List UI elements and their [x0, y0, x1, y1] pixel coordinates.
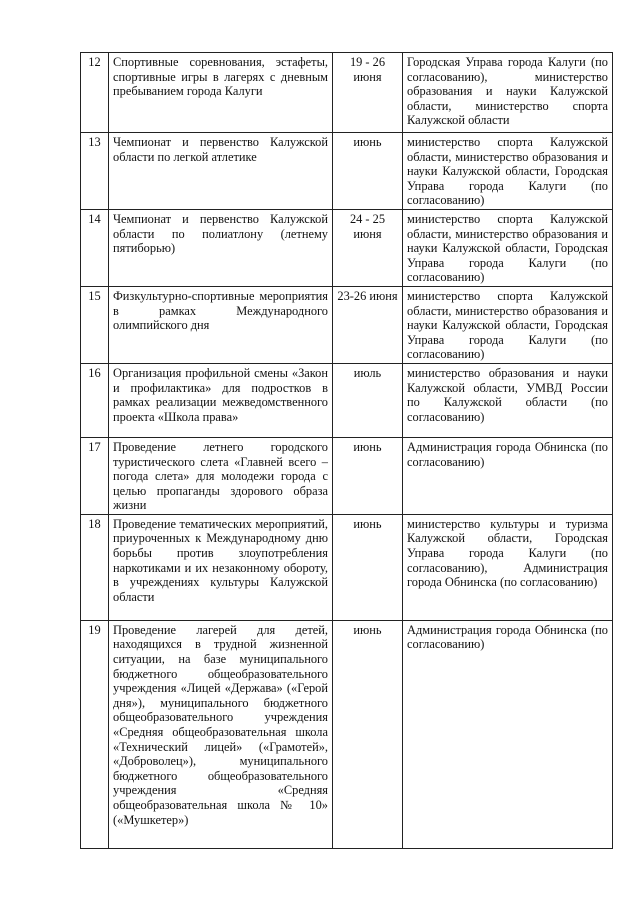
event-title: Проведение летнего городского туристического слета «Главней всего – погода слета» для молодежи города с целью пропаганды здорового образа жизни [109, 437, 333, 514]
event-date: июнь [333, 437, 403, 514]
event-organizers: министерство образования и науки Калужской области, УМВД России по Калужской области (по согласованию) [403, 363, 613, 437]
event-title: Проведение тематических мероприятий, приуроченных к Международному дню борьбы против злоупотребления наркотиками и их незаконному обороту, в учреждениях культуры Калужской области [109, 514, 333, 620]
table-row [81, 620, 613, 848]
event-date: 19 - 26 июня [333, 53, 403, 133]
event-title: Чемпионат и первенство Калужской области по легкой атлетике [109, 133, 333, 210]
row-number: 15 [81, 286, 109, 363]
events-table [80, 52, 613, 849]
table-row [81, 133, 613, 210]
table-row [81, 53, 613, 133]
table-row [81, 209, 613, 286]
row-number: 12 [81, 53, 109, 133]
row-number: 16 [81, 363, 109, 437]
event-date: июнь [333, 133, 403, 210]
event-date: июль [333, 363, 403, 437]
event-organizers: министерство спорта Калужской области, министерство образования и науки Калужской области, Городская Управа города Калуги (по согласованию) [403, 133, 613, 210]
row-number: 18 [81, 514, 109, 620]
row-number: 13 [81, 133, 109, 210]
table-row [81, 363, 613, 437]
event-date: июнь [333, 620, 403, 848]
event-title: Проведение лагерей для детей, находящихся в трудной жизненной ситуации, на базе муниципального бюджетного общеобразовательного учреждения «Лицей «Держава» («Герой дня»), муниципального бюджетного общеобразовательного учреждения «Средняя общеобразовательная школа «Технический лицей» («Грамотей», «Доброволец»), муниципального бюджетного общеобразовательного учреждения «Средняя общеобразовательная школа № 10» («Мушкетер») [109, 620, 333, 848]
event-date: 23-26 июня [333, 286, 403, 363]
event-organizers: Городская Управа города Калуги (по согласованию), министерство образования и науки Калужской области, министерство спорта Калужской области [403, 53, 613, 133]
event-title: Организация профильной смены «Закон и профилактика» для подростков в рамках реализации межведомственного проекта «Школа права» [109, 363, 333, 437]
event-organizers: министерство спорта Калужской области, министерство образования и науки Калужской области, Городская Управа города Калуги (по согласованию) [403, 286, 613, 363]
event-organizers: министерство спорта Калужской области, министерство образования и науки Калужской области, Городская Управа города Калуги (по согласованию) [403, 209, 613, 286]
event-title: Физкультурно-спортивные мероприятия в рамках Международного олимпийского дня [109, 286, 333, 363]
table-row [81, 514, 613, 620]
event-date: июнь [333, 514, 403, 620]
event-title: Чемпионат и первенство Калужской области по полиатлону (летнему пятиборью) [109, 209, 333, 286]
table-row [81, 286, 613, 363]
event-organizers: министерство культуры и туризма Калужской области, Городская Управа города Калуги (по согласованию), Администрация города Обнинска (по согласованию) [403, 514, 613, 620]
row-number: 14 [81, 209, 109, 286]
event-organizers: Администрация города Обнинска (по согласованию) [403, 437, 613, 514]
event-organizers: Администрация города Обнинска (по согласованию) [403, 620, 613, 848]
table-row [81, 437, 613, 514]
row-number: 17 [81, 437, 109, 514]
events-table-body [81, 53, 613, 849]
event-title: Спортивные соревнования, эстафеты, спортивные игры в лагерях с дневным пребыванием города Калуги [109, 53, 333, 133]
row-number: 19 [81, 620, 109, 848]
event-date: 24 - 25 июня [333, 209, 403, 286]
